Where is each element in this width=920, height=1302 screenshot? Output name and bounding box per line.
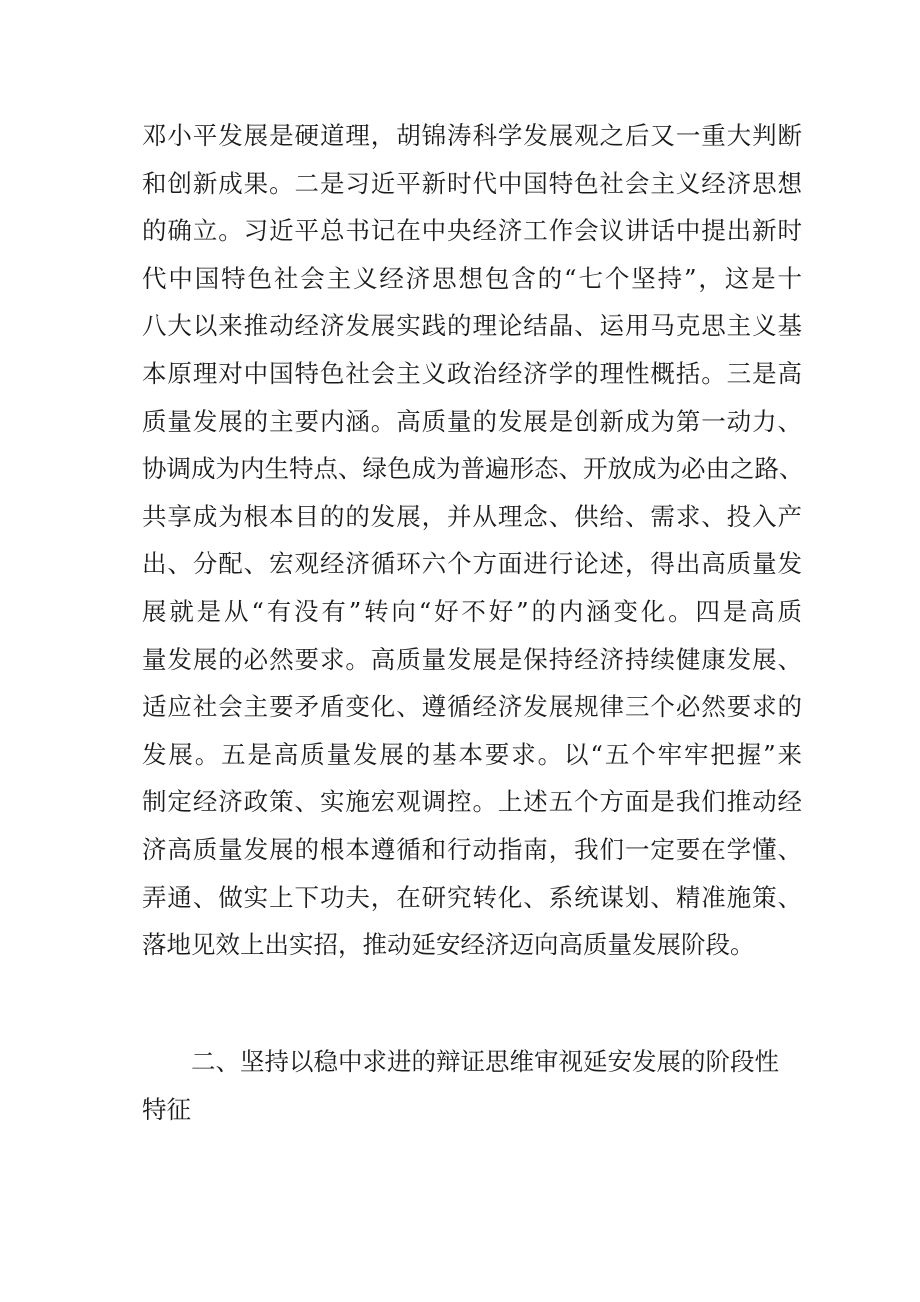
paragraph-line: 发展。五是高质量发展的基本要求。以“五个牢牢把握”来	[142, 739, 802, 769]
paragraph-line: 制定经济政策、实施宏观调控。上述五个方面是我们推动经	[142, 787, 802, 817]
paragraph-line: 适应社会主要矛盾变化、遵循经济发展规律三个必然要求的	[142, 692, 802, 722]
heading-line: 二、坚持以稳中求进的辩证思维审视延安发展的阶段性	[191, 1047, 779, 1076]
paragraph-line: 展就是从“有没有”转向“好不好”的内涵变化。四是高质	[142, 596, 802, 626]
paragraph-line: 协调成为内生特点、绿色成为普遍形态、开放成为必由之路、	[142, 454, 804, 484]
paragraph-line: 弄通、做实上下功夫，在研究转化、系统谋划、精准施策、	[142, 882, 802, 912]
paragraph-line: 邓小平发展是硬道理，胡锦涛科学发展观之后又一重大判断	[142, 121, 802, 150]
paragraph-line: 质量发展的主要内涵。高质量的发展是创新成为第一动力、	[142, 406, 802, 436]
paragraph-line: 共享成为根本目的的发展，并从理念、供给、需求、投入产	[142, 501, 802, 531]
paragraph-line: 的确立。习近平总书记在中央经济工作会议讲话中提出新时	[142, 216, 802, 246]
paragraph-line: 量发展的必然要求。高质量发展是保持经济持续健康发展、	[142, 644, 802, 674]
paragraph-line: 落地见效上出实招，推动延安经济迈向高质量发展阶段。	[142, 930, 755, 960]
paragraph-line: 出、分配、宏观经济循环六个方面进行论述，得出高质量发	[142, 549, 802, 579]
paragraph-line: 本原理对中国特色社会主义政治经济学的理性概括。三是高	[142, 358, 802, 388]
paragraph-line: 代中国特色社会主义经济思想包含的“七个坚持”，这是十	[142, 263, 802, 293]
section-heading	[142, 1038, 802, 1134]
paragraph-line: 济高质量发展的根本遵循和行动指南，我们一定要在学懂、	[142, 834, 802, 864]
paragraph-line: 八大以来推动经济发展实践的理论结晶、运用马克思主义基	[142, 311, 802, 341]
body-paragraph	[142, 112, 802, 969]
paragraph-line: 和创新成果。二是习近平新时代中国特色社会主义经济思想	[142, 168, 802, 198]
heading-line: 特征	[142, 1095, 191, 1124]
